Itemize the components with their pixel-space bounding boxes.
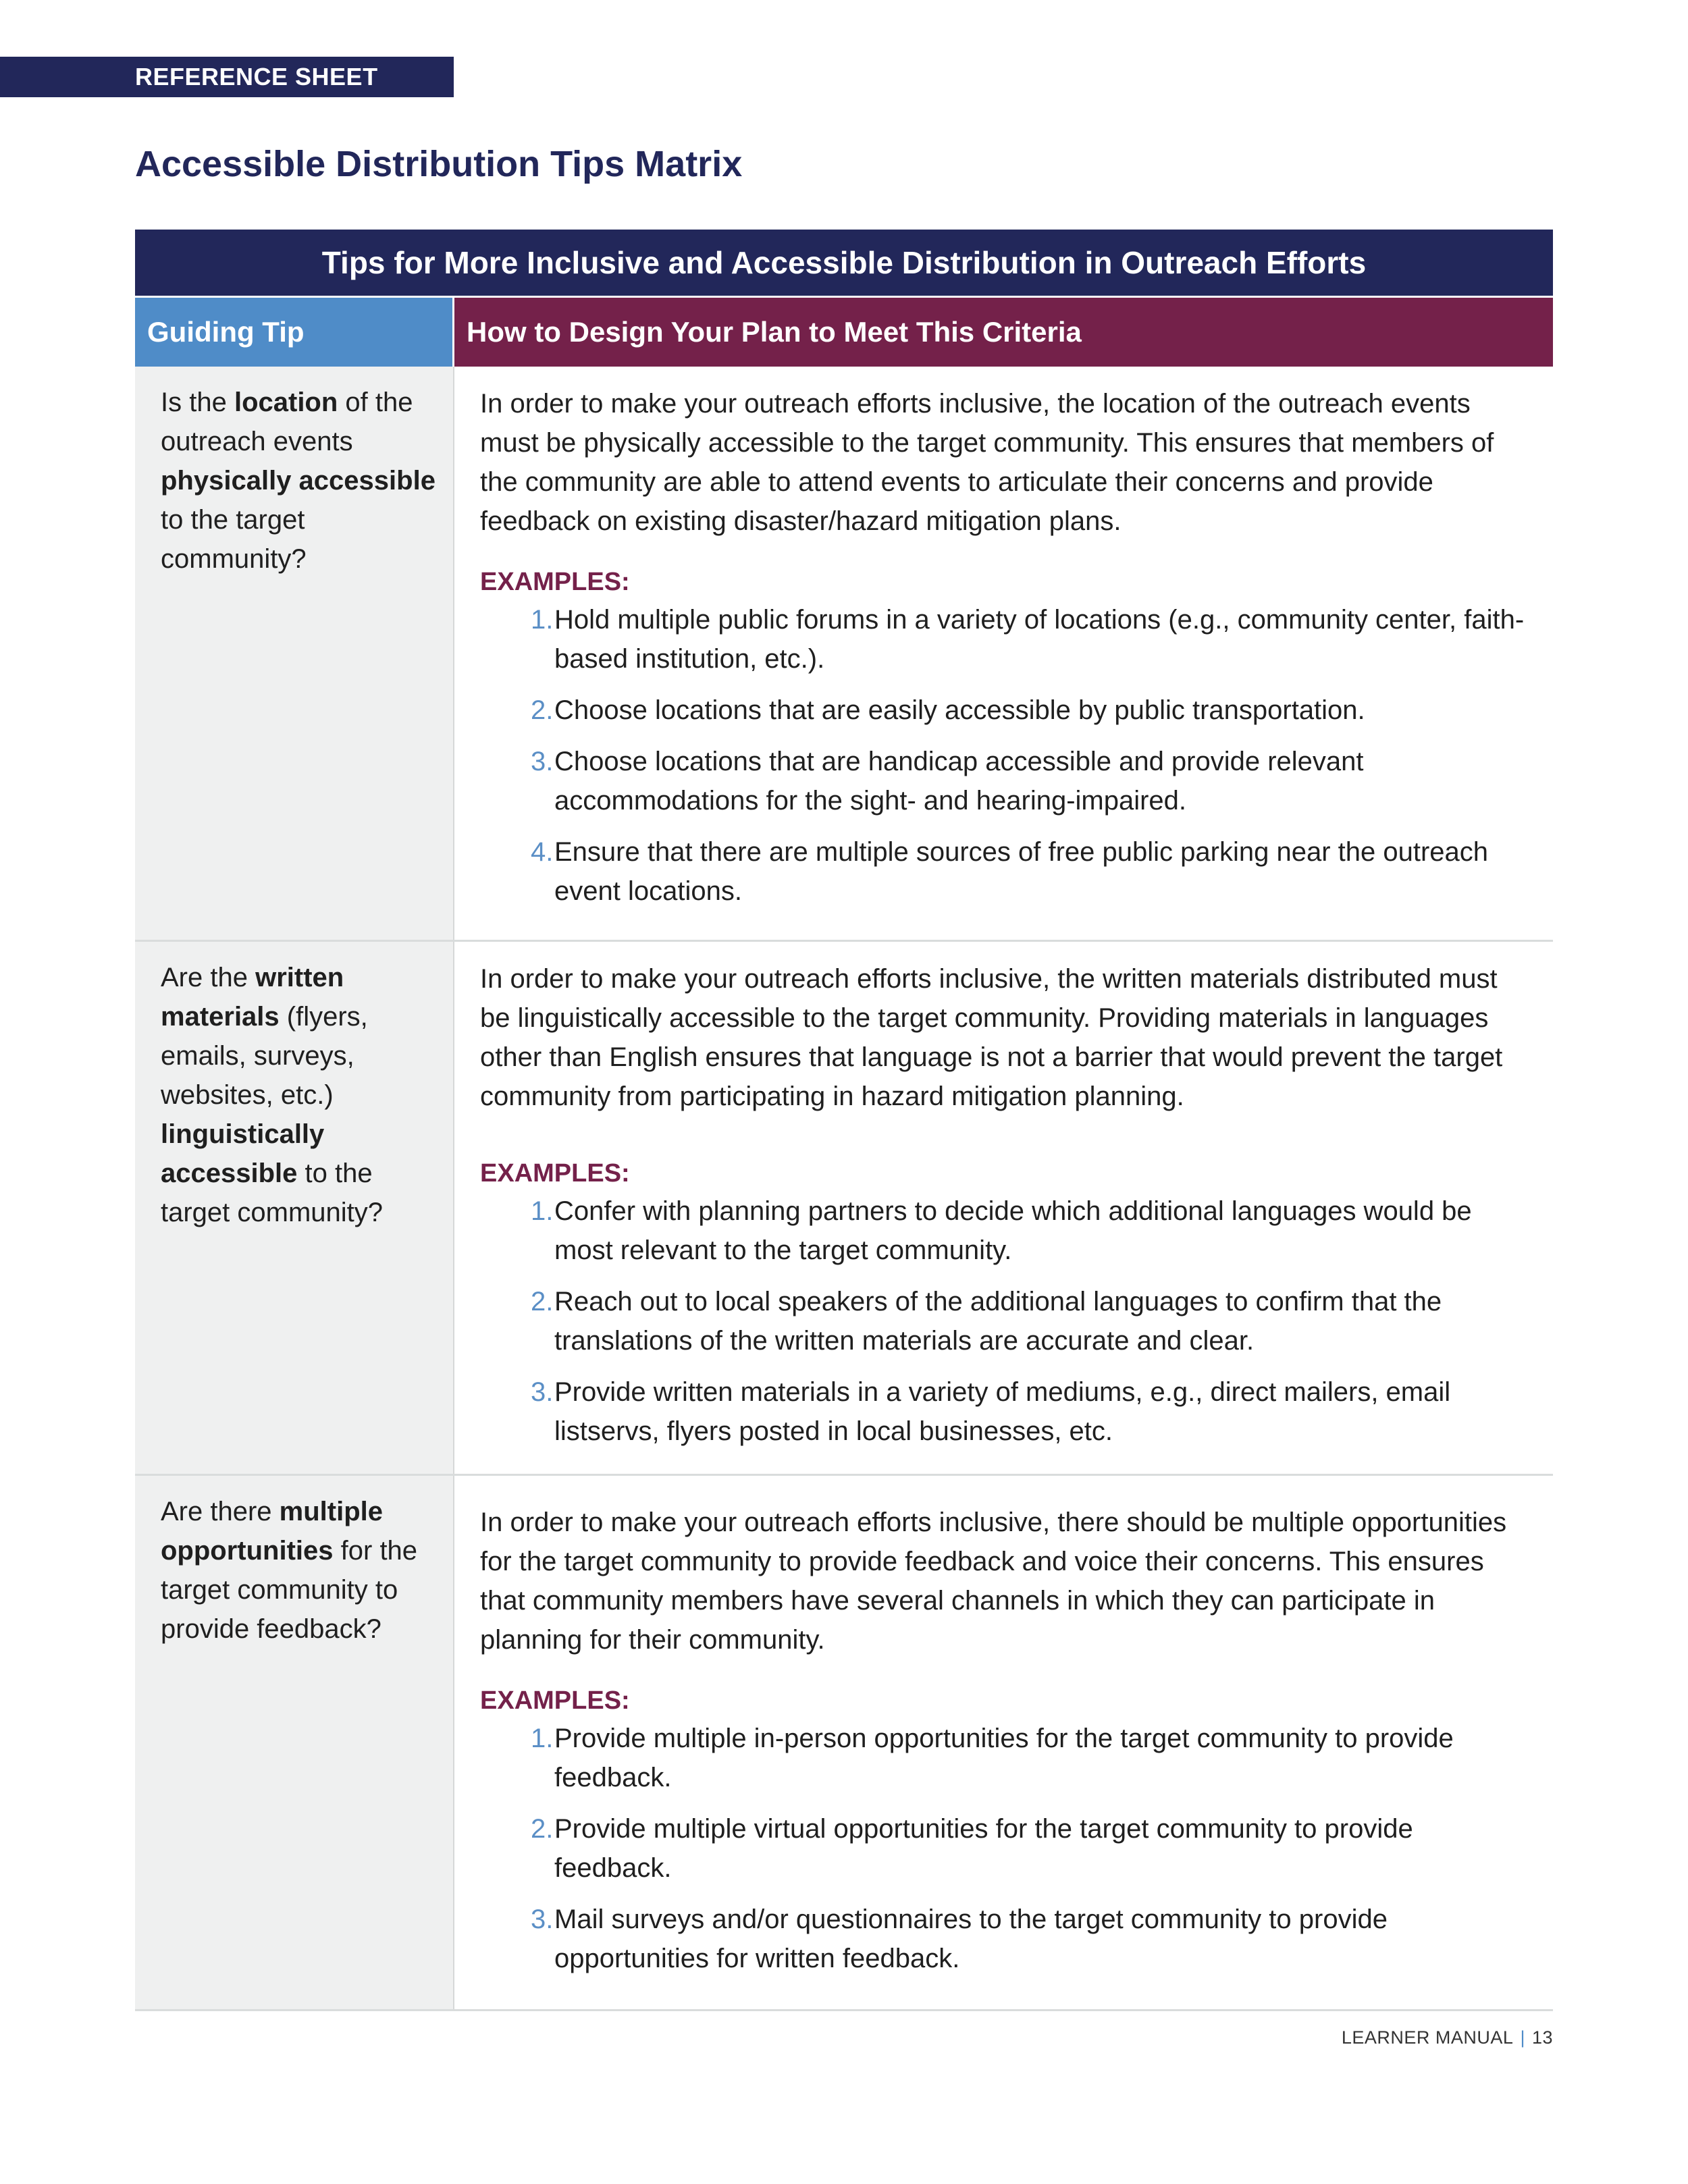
example-item: [480, 1192, 1533, 1270]
table-banner: Tips for More Inclusive and Accessible Distribution in Outreach Efforts: [135, 230, 1553, 296]
example-number: 2.: [531, 695, 554, 725]
example-item: [480, 1809, 1533, 1888]
tip-text: Are there: [161, 1497, 280, 1526]
tip-text: Is the: [161, 388, 234, 417]
design-plan-cell: [454, 942, 1553, 1474]
examples-label: EXAMPLES:: [480, 1159, 630, 1188]
tip-text: for the target community to provide feedback?: [161, 1536, 418, 1644]
example-number: 3.: [531, 1905, 554, 1934]
tips-matrix-table: [135, 230, 1553, 2011]
examples-list: [480, 1192, 1533, 1451]
example-number: 1.: [531, 605, 554, 635]
plan-intro-text: In order to make your outreach efforts inclusive, the written materials distributed must be linguistically accessible to the target community. Providing materials in languages other than English ensures that language is not a barrier that would prevent the target community from participating in hazard mitigation planning.: [480, 964, 1503, 1111]
tip-text: Are the: [161, 963, 256, 992]
table-row: [135, 367, 1553, 942]
tip-text: of the outreach events: [161, 388, 413, 456]
example-item: [480, 1282, 1533, 1360]
reference-sheet-tag: REFERENCE SHEET: [0, 57, 454, 97]
tip-text: to the target community?: [161, 1158, 384, 1227]
tip-text: (flyers, emails, surveys, websites, etc.): [161, 1002, 368, 1110]
guiding-tip-cell: [135, 942, 454, 1474]
tip-text: to the target community?: [161, 505, 307, 574]
tip-bold-text: multiple opportunities: [161, 1497, 383, 1566]
example-item: [480, 832, 1533, 911]
tip-bold-text: physically accessible: [161, 466, 436, 496]
example-text: Hold multiple public forums in a variety of locations (e.g., community center, faith-based institution, etc.).: [554, 605, 1525, 674]
example-text: Provide multiple virtual opportunities for the target community to provide feedback.: [554, 1814, 1413, 1883]
page-title: Accessible Distribution Tips Matrix: [135, 144, 743, 184]
column-header-guiding-tip: Guiding Tip: [135, 298, 454, 367]
example-number: 2.: [531, 1287, 554, 1316]
footer-separator: |: [1520, 2027, 1525, 2048]
column-header-design-plan: How to Design Your Plan to Meet This Criteria: [454, 298, 1553, 367]
table-row: [135, 1476, 1553, 2011]
example-number: 1.: [531, 1196, 554, 1226]
example-item: [480, 600, 1533, 678]
guiding-tip-cell: [135, 367, 454, 940]
example-item: [480, 742, 1533, 820]
example-text: Reach out to local speakers of the additional languages to confirm that the translations of the written materials are accurate and clear.: [554, 1287, 1442, 1356]
example-item: [480, 1900, 1533, 1978]
example-text: Choose locations that are handicap accessible and provide relevant accommodations for the sight- and hearing-impaired.: [554, 747, 1364, 816]
footer-label: LEARNER MANUAL: [1341, 2027, 1514, 2048]
examples-label: EXAMPLES:: [480, 568, 630, 596]
example-number: 3.: [531, 1377, 554, 1407]
example-text: Confer with planning partners to decide which additional languages would be most relevant to the target community.: [554, 1196, 1472, 1265]
design-plan-cell: [454, 367, 1553, 940]
page-number: 13: [1531, 2027, 1553, 2048]
column-headers: [135, 296, 1553, 367]
example-text: Provide written materials in a variety of mediums, e.g., direct mailers, email listservs, flyers posted in local businesses, etc.: [554, 1377, 1451, 1446]
page-footer: [1342, 2027, 1553, 2048]
example-item: [480, 691, 1533, 730]
example-number: 4.: [531, 837, 554, 867]
example-text: Mail surveys and/or questionnaires to the target community to provide opportunities for written feedback.: [554, 1905, 1388, 1973]
example-number: 3.: [531, 747, 554, 776]
example-number: 1.: [531, 1724, 554, 1753]
tip-bold-text: written materials: [161, 963, 344, 1032]
example-text: Choose locations that are easily accessible by public transportation.: [554, 695, 1365, 725]
examples-list: [480, 600, 1533, 911]
example-number: 2.: [531, 1814, 554, 1844]
tip-bold-text: linguistically accessible: [161, 1119, 325, 1188]
example-text: Provide multiple in-person opportunities for the target community to provide feedback.: [554, 1724, 1454, 1792]
plan-intro-text: In order to make your outreach efforts inclusive, the location of the outreach events must be physically accessible to the target community. This ensures that members of the community are able to attend events to articulate their concerns and provide feedback on existing disaster/hazard mitigation plans.: [480, 389, 1494, 536]
tip-bold-text: location: [234, 388, 338, 417]
example-text: Ensure that there are multiple sources of free public parking near the outreach event locations.: [554, 837, 1489, 906]
examples-label: EXAMPLES:: [480, 1686, 630, 1715]
design-plan-cell: [454, 1476, 1553, 2009]
examples-list: [480, 1719, 1533, 1978]
guiding-tip-cell: [135, 1476, 454, 2009]
plan-intro-text: In order to make your outreach efforts inclusive, there should be multiple opportunities for the target community to provide feedback and voice their concerns. This ensures that community members have several channels in which they can participate in planning for their community.: [480, 1508, 1507, 1655]
table-row: [135, 942, 1553, 1476]
example-item: [480, 1373, 1533, 1451]
example-item: [480, 1719, 1533, 1797]
